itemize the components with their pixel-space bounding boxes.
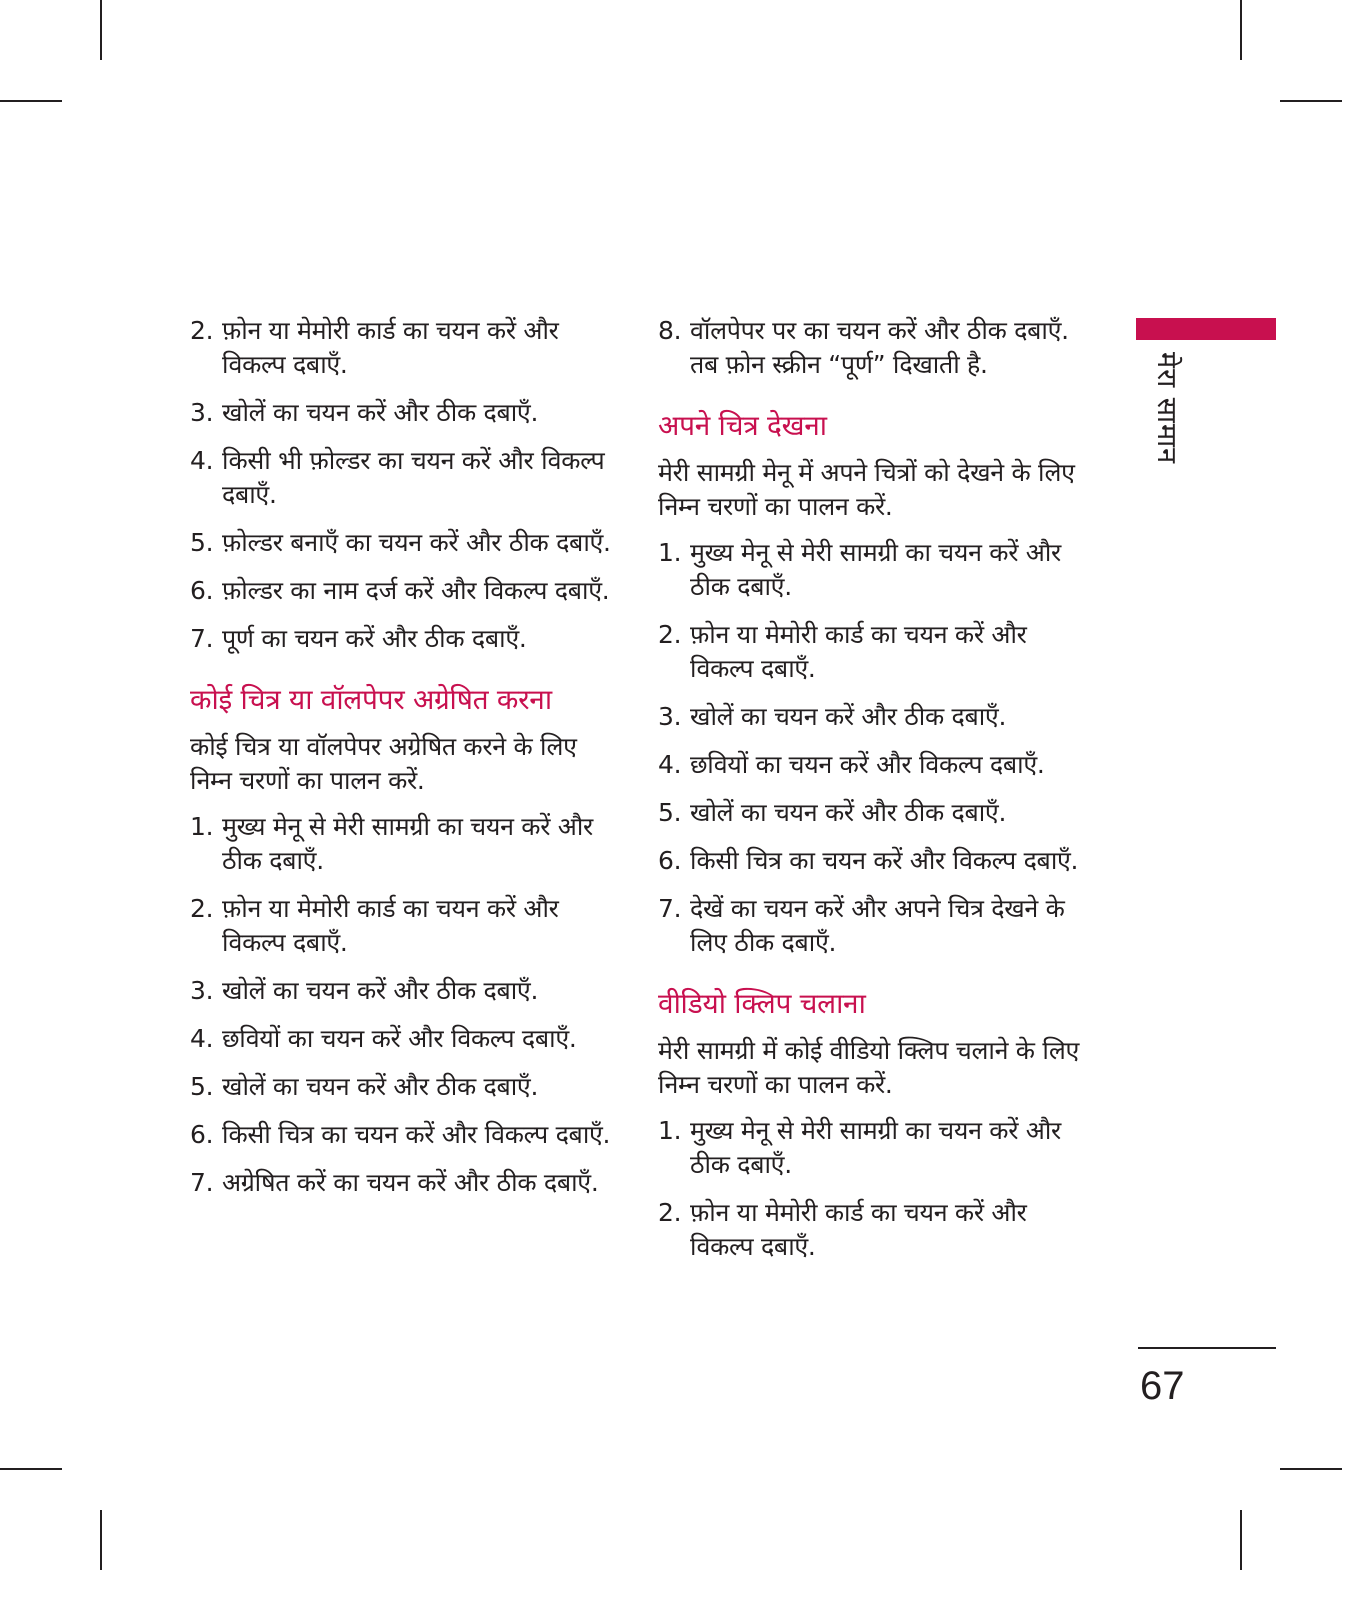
item-text: फ़ोन या मेमोरी कार्ड का चयन करें और विकल्प दबाएँ. bbox=[690, 620, 1027, 683]
list-item bbox=[190, 574, 620, 608]
list-item bbox=[658, 892, 1090, 960]
item-number: 1. bbox=[190, 812, 214, 841]
list-item bbox=[658, 748, 1090, 782]
list-item bbox=[190, 396, 620, 430]
item-number: 7. bbox=[190, 1168, 214, 1197]
crop-mark bbox=[100, 0, 102, 60]
item-text: छवियों का चयन करें और विकल्प दबाएँ. bbox=[222, 1024, 577, 1053]
item-number: 6. bbox=[658, 846, 682, 875]
item-text: फ़ोल्डर का नाम दर्ज करें और विकल्प दबाएँ. bbox=[222, 576, 610, 605]
list-item bbox=[190, 1118, 620, 1152]
item-text: फ़ोन या मेमोरी कार्ड का चयन करें और विकल्प दबाएँ. bbox=[222, 316, 559, 379]
item-text: खोलें का चयन करें और ठीक दबाएँ. bbox=[690, 798, 1007, 827]
item-text: किसी चित्र का चयन करें और विकल्प दबाएँ. bbox=[690, 846, 1079, 875]
item-text: खोलें का चयन करें और ठीक दबाएँ. bbox=[222, 398, 539, 427]
item-text: पूर्ण का चयन करें और ठीक दबाएँ. bbox=[222, 624, 527, 653]
page-number: 67 bbox=[1140, 1364, 1185, 1408]
item-number: 4. bbox=[190, 1024, 214, 1053]
section-heading: अपने चित्र देखना bbox=[658, 409, 827, 442]
section-intro: मेरी सामग्री मेनू में अपने चित्रों को देखने के लिए निम्न चरणों का पालन करें. bbox=[658, 458, 1075, 521]
list-item bbox=[658, 314, 1090, 382]
item-text: अग्रेषित करें का चयन करें और ठीक दबाएँ. bbox=[222, 1168, 599, 1197]
item-number: 6. bbox=[190, 1120, 214, 1149]
list-item bbox=[658, 844, 1090, 878]
item-number: 5. bbox=[190, 1072, 214, 1101]
item-number: 2. bbox=[658, 620, 682, 649]
item-number: 4. bbox=[190, 446, 214, 475]
item-text: खोलें का चयन करें और ठीक दबाएँ. bbox=[690, 702, 1007, 731]
item-text: फ़ोन या मेमोरी कार्ड का चयन करें और विकल्प दबाएँ. bbox=[690, 1198, 1027, 1261]
chapter-side-label: मेरा सामान bbox=[1151, 352, 1182, 465]
item-number: 2. bbox=[658, 1198, 682, 1227]
left-column bbox=[190, 314, 620, 1214]
list-item bbox=[190, 1070, 620, 1104]
list-item bbox=[658, 796, 1090, 830]
list-item bbox=[658, 1114, 1090, 1182]
item-text: किसी चित्र का चयन करें और विकल्प दबाएँ. bbox=[222, 1120, 611, 1149]
list-item bbox=[190, 810, 620, 878]
crop-mark bbox=[1240, 1510, 1242, 1570]
item-text: फ़ोल्डर बनाएँ का चयन करें और ठीक दबाएँ. bbox=[222, 528, 611, 557]
item-number: 1. bbox=[658, 1116, 682, 1145]
section-heading: वीडियो क्लिप चलाना bbox=[658, 987, 866, 1020]
item-text: मुख्य मेनू से मेरी सामग्री का चयन करें और ठीक दबाएँ. bbox=[222, 812, 593, 875]
item-number: 8. bbox=[658, 316, 682, 345]
item-number: 2. bbox=[190, 316, 214, 345]
item-text: खोलें का चयन करें और ठीक दबाएँ. bbox=[222, 976, 539, 1005]
crop-mark bbox=[1240, 0, 1242, 60]
item-text: छवियों का चयन करें और विकल्प दबाएँ. bbox=[690, 750, 1045, 779]
list-item bbox=[190, 444, 620, 512]
list-item bbox=[190, 974, 620, 1008]
section-intro: मेरी सामग्री में कोई वीडियो क्लिप चलाने के लिए निम्न चरणों का पालन करें. bbox=[658, 1036, 1080, 1099]
item-number: 7. bbox=[658, 894, 682, 923]
list-item bbox=[190, 526, 620, 560]
list-item bbox=[190, 622, 620, 656]
section-heading: कोई चित्र या वॉलपेपर अग्रेषित करना bbox=[190, 683, 552, 716]
list-item bbox=[190, 892, 620, 960]
item-text: वॉलपेपर पर का चयन करें और ठीक दबाएँ. तब फ़ोन स्क्रीन “पूर्ण” दिखाती है. bbox=[690, 316, 1069, 379]
item-text: किसी भी फ़ोल्डर का चयन करें और विकल्प दबाएँ. bbox=[222, 446, 605, 509]
crop-mark bbox=[0, 1468, 62, 1470]
list-item bbox=[658, 618, 1090, 686]
item-text: देखें का चयन करें और अपने चित्र देखने के लिए ठीक दबाएँ. bbox=[690, 894, 1065, 957]
item-number: 3. bbox=[658, 702, 682, 731]
list-item bbox=[658, 1196, 1090, 1264]
item-number: 5. bbox=[190, 528, 214, 557]
crop-mark bbox=[1280, 100, 1342, 102]
list-item bbox=[658, 700, 1090, 734]
list-item bbox=[658, 536, 1090, 604]
item-number: 6. bbox=[190, 576, 214, 605]
crop-mark bbox=[100, 1510, 102, 1570]
item-number: 7. bbox=[190, 624, 214, 653]
footer-divider bbox=[1138, 1347, 1276, 1349]
section-intro: कोई चित्र या वॉलपेपर अग्रेषित करने के लिए निम्न चरणों का पालन करें. bbox=[190, 732, 577, 795]
item-number: 3. bbox=[190, 398, 214, 427]
list-item bbox=[190, 1022, 620, 1056]
item-number: 2. bbox=[190, 894, 214, 923]
item-number: 4. bbox=[658, 750, 682, 779]
item-text: खोलें का चयन करें और ठीक दबाएँ. bbox=[222, 1072, 539, 1101]
list-item bbox=[190, 1166, 620, 1200]
item-number: 3. bbox=[190, 976, 214, 1005]
item-text: मुख्य मेनू से मेरी सामग्री का चयन करें और ठीक दबाएँ. bbox=[690, 538, 1061, 601]
item-number: 1. bbox=[658, 538, 682, 567]
item-text: फ़ोन या मेमोरी कार्ड का चयन करें और विकल्प दबाएँ. bbox=[222, 894, 559, 957]
list-item bbox=[190, 314, 620, 382]
right-column bbox=[658, 314, 1090, 1278]
chapter-tab-marker bbox=[1136, 318, 1276, 340]
crop-mark bbox=[0, 100, 62, 102]
item-number: 5. bbox=[658, 798, 682, 827]
crop-mark bbox=[1280, 1468, 1342, 1470]
item-text: मुख्य मेनू से मेरी सामग्री का चयन करें और ठीक दबाएँ. bbox=[690, 1116, 1061, 1179]
